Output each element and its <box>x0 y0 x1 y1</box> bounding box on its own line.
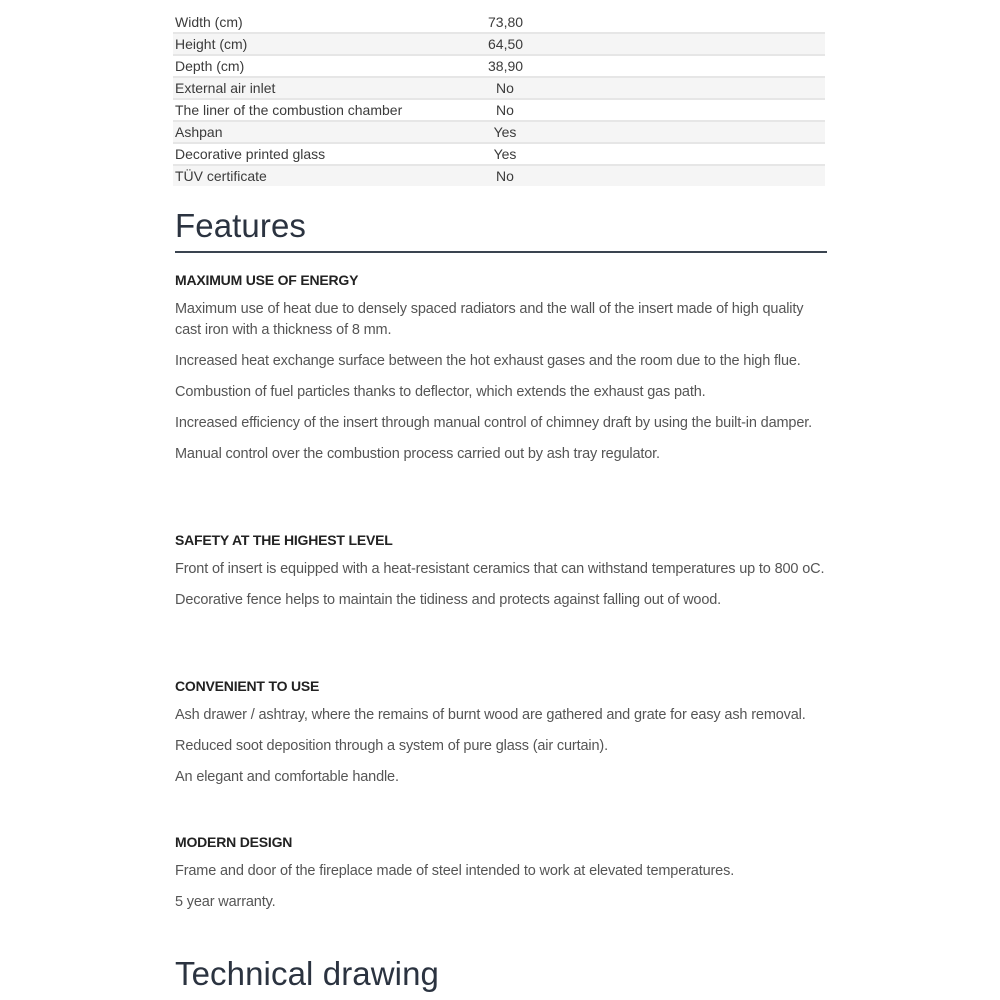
table-row <box>173 77 825 99</box>
feature-paragraph: Front of insert is equipped with a heat-resistant ceramics that can withstand temperatures up to 800 oC. <box>175 561 825 577</box>
table-row <box>173 143 825 165</box>
table-row <box>173 99 825 121</box>
feature-section-convenience <box>175 678 827 798</box>
feature-paragraph: Maximum use of heat due to densely spaced radiators and the wall of the insert made of high quality cast iron with a thickness of 8 mm. <box>175 301 804 338</box>
spec-value: 73,80 <box>488 14 524 30</box>
spec-label: Ashpan <box>173 121 495 143</box>
section-divider <box>175 251 827 253</box>
feature-paragraph: Increased efficiency of the insert through manual control of chimney draft by using the built-in damper. <box>175 415 812 431</box>
spec-value: Yes <box>493 124 517 140</box>
spec-label: Depth (cm) <box>173 55 495 77</box>
feature-paragraph: Ash drawer / ashtray, where the remains of burnt wood are gathered and grate for easy ash removal. <box>175 707 806 723</box>
feature-paragraph: An elegant and comfortable handle. <box>175 769 399 785</box>
feature-paragraph: Frame and door of the fireplace made of steel intended to work at elevated temperatures. <box>175 863 735 879</box>
table-row <box>173 33 825 55</box>
feature-section-heading: MODERN DESIGN <box>175 834 293 850</box>
feature-section-heading: SAFETY AT THE HIGHEST LEVEL <box>175 532 393 548</box>
spec-value: 38,90 <box>488 58 524 74</box>
spec-value: No <box>496 80 514 96</box>
table-row <box>173 12 825 33</box>
table-row <box>173 55 825 77</box>
spec-label: External air inlet <box>173 77 495 99</box>
feature-section-design <box>175 834 827 923</box>
features-heading: Features <box>175 207 307 244</box>
feature-paragraph: Combustion of fuel particles thanks to deflector, which extends the exhaust gas path. <box>175 384 706 400</box>
spec-value: Yes <box>493 146 517 162</box>
feature-section-heading: CONVENIENT TO USE <box>175 678 320 694</box>
spec-label: Decorative printed glass <box>173 143 495 165</box>
specifications-table <box>173 12 825 186</box>
feature-paragraph: Reduced soot deposition through a system of pure glass (air curtain). <box>175 738 608 754</box>
feature-paragraph: Decorative fence helps to maintain the tidiness and protects against falling out of wood. <box>175 592 722 608</box>
spec-label: The liner of the combustion chamber <box>173 99 495 121</box>
spec-label: TÜV certificate <box>173 165 495 186</box>
product-details <box>175 12 827 992</box>
feature-section-energy <box>175 272 827 475</box>
spec-value: 64,50 <box>488 36 524 52</box>
feature-paragraph: Manual control over the combustion process carried out by ash tray regulator. <box>175 446 660 462</box>
spec-label: Height (cm) <box>173 33 495 55</box>
spec-value: No <box>496 168 514 184</box>
feature-paragraph: Increased heat exchange surface between the hot exhaust gases and the room due to the high flue. <box>175 353 801 369</box>
feature-section-safety <box>175 532 827 621</box>
feature-paragraph: 5 year warranty. <box>175 894 276 910</box>
technical-drawing-heading: Technical drawing <box>175 955 440 992</box>
feature-section-heading: MAXIMUM USE OF ENERGY <box>175 272 359 288</box>
table-row <box>173 121 825 143</box>
spec-label: Width (cm) <box>173 12 495 33</box>
spec-value: No <box>496 102 514 118</box>
table-row <box>173 165 825 186</box>
